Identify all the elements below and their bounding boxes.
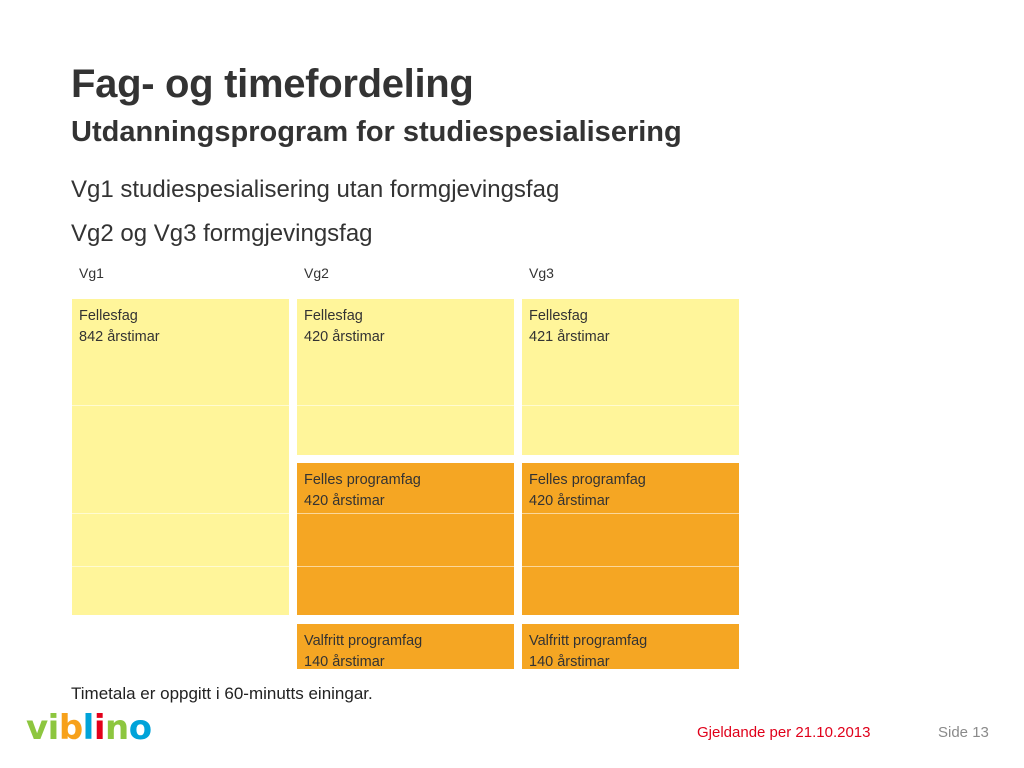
block-hours: 140 årstimar — [529, 654, 610, 670]
column-label-vg3: Vg3 — [529, 265, 554, 281]
logo-letter: n — [104, 708, 129, 748]
vg1-fellesfag-block — [72, 299, 289, 615]
logo-letter: i — [93, 708, 105, 748]
block-hours: 842 årstimar — [79, 329, 160, 345]
column-label-vg2: Vg2 — [304, 265, 329, 281]
slide-subtitle: Utdanningsprogram for studiespesialisering — [71, 116, 682, 148]
vg2-felles-programfag-block — [297, 463, 514, 615]
grid-line — [72, 405, 739, 406]
block-hours: 420 årstimar — [529, 493, 610, 509]
vg3-valfritt-programfag-block — [522, 624, 739, 669]
block-hours: 420 årstimar — [304, 329, 385, 345]
block-name: Felles programfag — [304, 472, 421, 488]
vg3-fellesfag-block — [522, 299, 739, 455]
slide-title: Fag- og timefordeling — [71, 62, 474, 106]
grid-line — [72, 513, 739, 514]
logo-letter: i — [47, 708, 59, 748]
block-name: Felles programfag — [529, 472, 646, 488]
logo-letters — [26, 708, 152, 748]
block-name: Fellesfag — [529, 308, 588, 324]
block-hours: 421 årstimar — [529, 329, 610, 345]
page-number: Side 13 — [938, 724, 989, 741]
column-label-vg1: Vg1 — [79, 265, 104, 281]
bullet-vg2-vg3: Vg2 og Vg3 formgjevingsfag — [71, 220, 373, 247]
block-name: Valfritt programfag — [304, 633, 423, 649]
vg2-fellesfag-block — [297, 299, 514, 455]
footnote: Timetala er oppgitt i 60-minutts einingar. — [71, 684, 373, 703]
vg2-valfritt-programfag-block — [297, 624, 514, 669]
block-hours: 420 årstimar — [304, 493, 385, 509]
logo-letter: o — [128, 708, 152, 748]
grid-line — [72, 566, 739, 567]
vg3-felles-programfag-block — [522, 463, 739, 615]
bullet-vg1: Vg1 studiespesialisering utan formgjevingsfag — [71, 176, 560, 203]
block-name: Fellesfag — [79, 308, 138, 324]
block-name: Fellesfag — [304, 308, 363, 324]
block-name: Valfritt programfag — [529, 633, 648, 649]
footer-date: Gjeldande per 21.10.2013 — [697, 724, 871, 741]
logo-letter: b — [58, 708, 83, 748]
block-hours: 140 årstimar — [304, 654, 385, 670]
logo-letter: l — [82, 708, 94, 748]
logo-letter: v — [26, 708, 48, 748]
viblino-logo — [26, 708, 152, 748]
